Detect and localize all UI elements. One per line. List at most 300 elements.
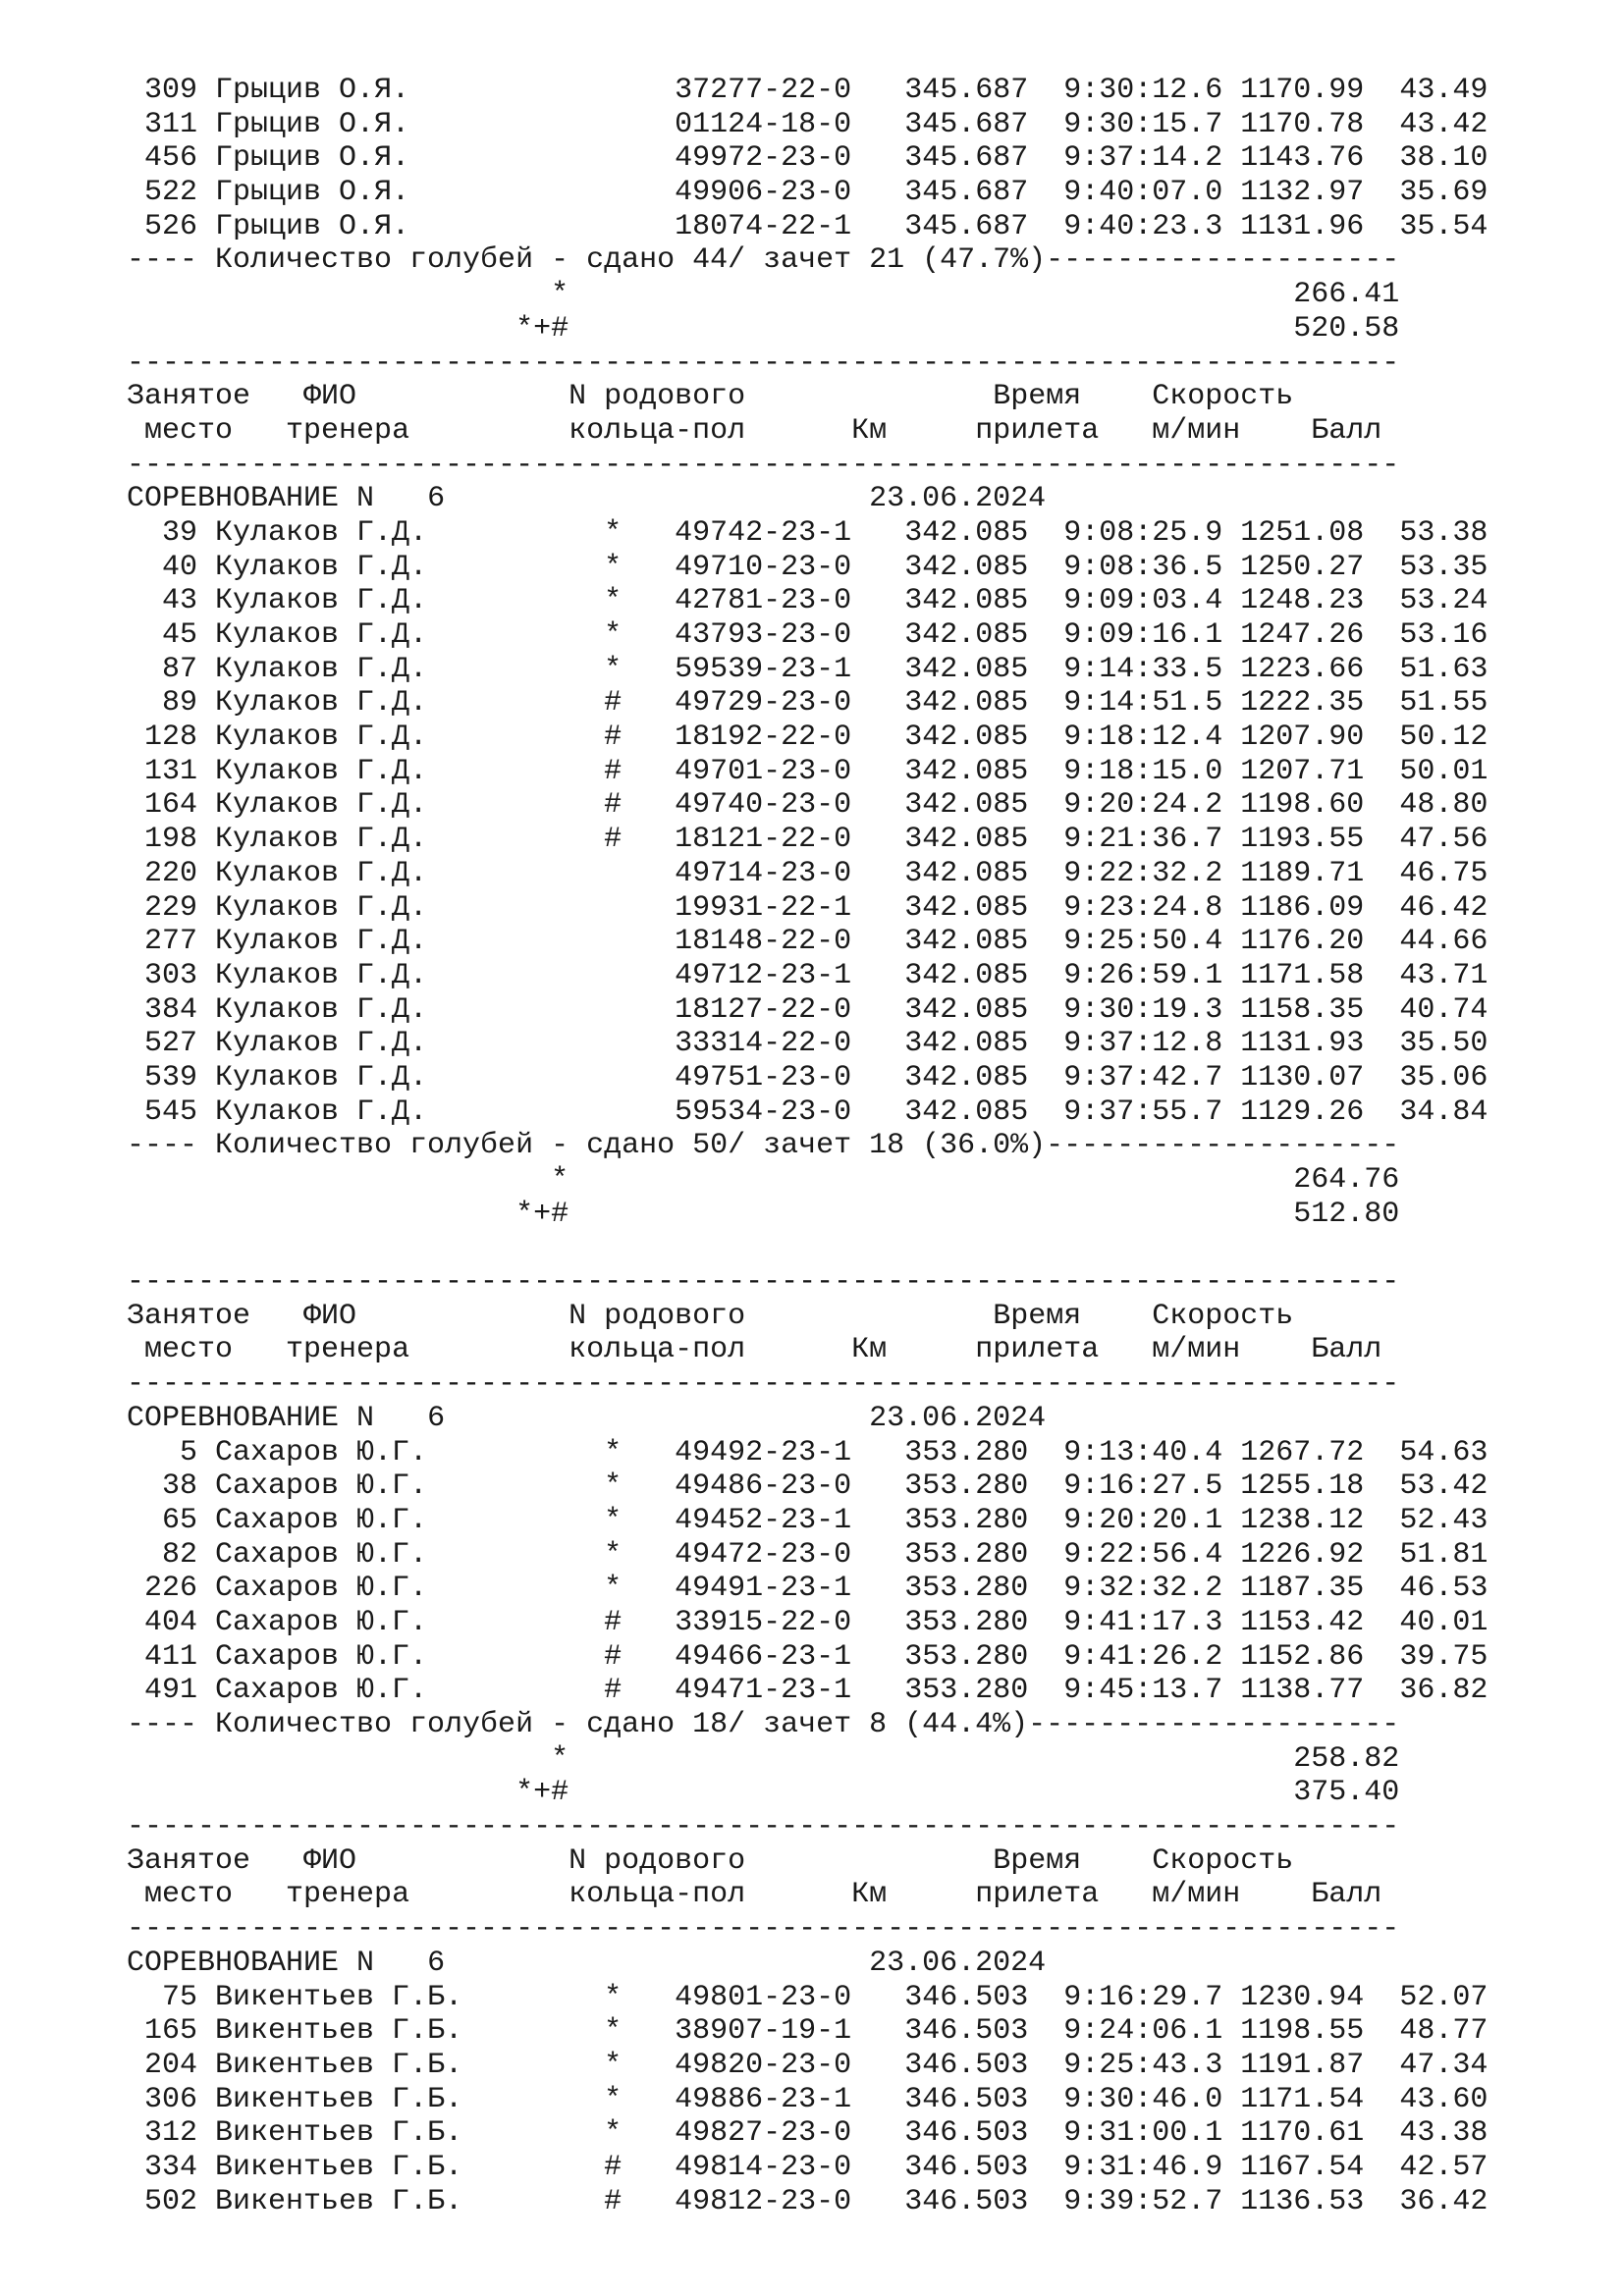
speed-value: 1222.35 [1240,686,1365,721]
speed-value: 1158.35 [1240,992,1365,1027]
distance-km: 342.085 [904,958,1029,992]
speed-value: 1193.55 [1240,823,1365,857]
arrival-time: 9:37:12.8 [1063,1027,1223,1061]
ring-number: 18121-22-0 [675,823,852,857]
result-row [127,1436,1488,1470]
score-value: 48.77 [1381,2014,1489,2049]
col-header-place: Занятое [127,1299,251,1333]
distance-km: 342.085 [904,652,1029,686]
distance-km: 342.085 [904,754,1029,788]
place-number: 539 [127,1060,198,1095]
rule-line [127,1367,1488,1402]
trainer-name: Кулаков Г.Д. [215,550,516,584]
mark-symbol [604,1095,622,1130]
ring-number: 59534-23-0 [675,1095,852,1129]
trainer-name: Кулаков Г.Д. [215,652,516,686]
place-number: 45 [127,618,198,652]
trainer-name: Сахаров Ю.Г. [215,1469,516,1504]
trainer-name: Кулаков Г.Д. [215,686,516,721]
result-row [127,686,1488,721]
comp-line [127,482,1488,516]
mark-symbol: # [604,2184,623,2218]
result-row [127,2185,1488,2219]
score-value: 43.49 [1381,74,1489,107]
mark-symbol [604,857,622,891]
trainer-name: Грыцив О.Я. [215,141,516,176]
ring-number: 19931-22-1 [675,890,852,925]
total-line [127,278,1488,312]
speed-value: 1207.90 [1240,721,1365,755]
score-value: 43.71 [1381,958,1489,992]
mark-symbol: * [604,2082,623,2116]
col-header-speed: Скорость [1152,1843,1294,1878]
mark-symbol: * [604,618,623,652]
distance-km: 342.085 [904,515,1029,550]
rule-line [127,449,1488,483]
trainer-name: Сахаров Ю.Г. [215,1674,516,1708]
distance-km: 342.085 [904,584,1029,618]
ring-number: 59539-23-1 [675,652,852,686]
result-row [127,1538,1488,1573]
arrival-time: 9:37:42.7 [1063,1060,1223,1095]
place-number: 545 [127,1095,198,1129]
score-value: 35.69 [1381,176,1489,210]
distance-km: 342.085 [904,686,1029,721]
col-header-speed-unit: м/мин [1152,1333,1241,1367]
result-row [127,925,1488,959]
speed-value: 1223.66 [1240,652,1365,686]
mark-symbol: # [604,2150,623,2184]
total-label: * [127,278,569,312]
distance-km: 346.503 [904,2048,1029,2082]
total-line [127,1776,1488,1810]
distance-km: 346.503 [904,2150,1029,2184]
comp-line [127,1402,1488,1436]
distance-km: 342.085 [904,992,1029,1027]
place-number: 75 [127,1980,198,2014]
distance-km: 345.687 [904,209,1029,243]
speed-value: 1138.77 [1240,1674,1365,1708]
ring-number: 18127-22-0 [675,992,852,1027]
place-number: 128 [127,721,198,755]
ring-number: 37277-22-0 [675,74,852,107]
arrival-time: 9:40:23.3 [1063,209,1223,243]
score-value: 53.35 [1381,550,1489,584]
score-value: 42.57 [1381,2150,1489,2184]
place-number: 303 [127,958,198,992]
trainer-name: Кулаков Г.Д. [215,856,516,890]
mark-symbol [604,891,622,926]
mark-symbol: * [604,2116,623,2151]
place-number: 306 [127,2082,198,2116]
result-row [127,1640,1488,1675]
divider-rule: ------------------------------------------------------------------------ [127,346,1400,380]
result-row [127,823,1488,857]
speed-value: 1131.96 [1240,209,1365,243]
ring-number: 49827-23-0 [675,2116,852,2151]
col-header-fio: ФИО [303,1843,357,1878]
speed-value: 1207.71 [1240,754,1365,788]
arrival-time: 9:30:12.6 [1063,74,1223,107]
score-value: 43.38 [1381,2116,1489,2151]
col-header-trainer: тренера [286,1878,410,1912]
ring-number: 49466-23-1 [675,1639,852,1674]
result-row [127,516,1488,551]
ring-number: 42781-23-0 [675,584,852,618]
total-label: * [127,1741,569,1776]
result-row [127,1061,1488,1095]
score-value: 44.66 [1381,925,1489,959]
arrival-time: 9:08:36.5 [1063,550,1223,584]
trainer-name: Грыцив О.Я. [215,176,516,210]
speed-value: 1226.92 [1240,1537,1365,1572]
result-row [127,210,1488,244]
mark-symbol: * [604,550,623,584]
ring-number: 18148-22-0 [675,925,852,959]
mark-symbol [604,74,622,108]
summary-line [127,1708,1488,1742]
ring-number: 33915-22-0 [675,1605,852,1639]
arrival-time: 9:20:24.2 [1063,788,1223,823]
total-value: 520.58 [586,311,1400,346]
col-header-place2: место [144,413,234,448]
place-number: 312 [127,2116,198,2151]
arrival-time: 9:18:12.4 [1063,721,1223,755]
place-number: 404 [127,1605,198,1639]
mark-symbol: # [604,788,623,823]
mark-symbol: * [604,515,623,550]
trainer-name: Кулаков Г.Д. [215,925,516,959]
place-number: 277 [127,925,198,959]
trainer-name: Викентьев Г.Б. [215,2014,516,2049]
distance-km: 345.687 [904,74,1029,107]
col-header-ring2: кольца-пол [568,1333,746,1367]
trainer-name: Кулаков Г.Д. [215,890,516,925]
place-number: 229 [127,890,198,925]
distance-km: 353.280 [904,1639,1029,1674]
total-value: 512.80 [586,1197,1400,1231]
result-row [127,176,1488,210]
trainer-name: Сахаров Ю.Г. [215,1572,516,1606]
mark-symbol: # [604,754,623,788]
divider-rule: ------------------------------------------------------------------------ [127,1367,1400,1402]
place-number: 220 [127,856,198,890]
mark-symbol: # [604,1605,623,1639]
speed-value: 1171.58 [1240,958,1365,992]
speed-value: 1143.76 [1240,141,1365,176]
trainer-name: Викентьев Г.Б. [215,1980,516,2014]
score-value: 35.50 [1381,1027,1489,1061]
mark-symbol: # [604,823,623,857]
arrival-time: 9:30:15.7 [1063,107,1223,141]
place-number: 456 [127,141,198,176]
arrival-time: 9:09:16.1 [1063,618,1223,652]
score-value: 50.12 [1381,721,1489,755]
mark-symbol: # [604,1639,623,1674]
score-value: 34.84 [1381,1095,1489,1129]
place-number: 89 [127,686,198,721]
col-header-ring2: кольца-пол [568,413,746,448]
speed-value: 1130.07 [1240,1060,1365,1095]
ring-number: 49701-23-0 [675,754,852,788]
score-value: 47.34 [1381,2048,1489,2082]
distance-km: 353.280 [904,1469,1029,1504]
col-header-ring2: кольца-пол [568,1878,746,1912]
score-value: 51.55 [1381,686,1489,721]
trainer-name: Кулаков Г.Д. [215,958,516,992]
result-row [127,1572,1488,1606]
place-number: 522 [127,176,198,210]
speed-value: 1171.54 [1240,2082,1365,2116]
competition-title: СОРЕВНОВАНИЕ N [127,1946,375,1980]
speed-value: 1132.97 [1240,176,1365,210]
mark-symbol: * [604,1980,623,2014]
place-number: 38 [127,1469,198,1504]
trainer-name: Кулаков Г.Д. [215,515,516,550]
arrival-time: 9:31:46.9 [1063,2150,1223,2184]
mark-symbol: * [604,1435,623,1469]
trainer-name: Сахаров Ю.Г. [215,1435,516,1469]
arrival-time: 9:41:17.3 [1063,1605,1223,1639]
mark-symbol [604,1027,622,1061]
place-number: 334 [127,2150,198,2184]
arrival-time: 9:31:00.1 [1063,2116,1223,2151]
ring-number: 49751-23-0 [675,1060,852,1095]
result-row [127,959,1488,993]
speed-value: 1187.35 [1240,1572,1365,1606]
distance-km: 353.280 [904,1503,1029,1537]
score-value: 47.56 [1381,823,1489,857]
arrival-time: 9:45:13.7 [1063,1674,1223,1708]
ring-number: 49729-23-0 [675,686,852,721]
score-value: 38.10 [1381,141,1489,176]
col-header-place: Занятое [127,1843,251,1878]
ring-number: 49471-23-1 [675,1674,852,1708]
score-value: 53.42 [1381,1469,1489,1504]
result-row [127,1674,1488,1708]
hdr2-line [127,1878,1488,1912]
col-header-score: Балл [1311,413,1382,448]
trainer-name: Кулаков Г.Д. [215,1027,516,1061]
arrival-time: 9:13:40.4 [1063,1435,1223,1469]
trainer-name: Викентьев Г.Б. [215,2184,516,2218]
ring-number: 49814-23-0 [675,2150,852,2184]
hdr1-line [127,1844,1488,1879]
mark-symbol [604,1061,622,1095]
score-value: 51.81 [1381,1537,1489,1572]
total-value: 264.76 [586,1163,1400,1197]
trainer-name: Сахаров Ю.Г. [215,1605,516,1639]
summary-line [127,1129,1488,1163]
competition-date: 23.06.2024 [869,482,1047,516]
total-line [127,312,1488,347]
result-row [127,2049,1488,2083]
score-value: 35.06 [1381,1060,1489,1095]
place-number: 502 [127,2184,198,2218]
mark-symbol: * [604,2014,623,2049]
result-row [127,857,1488,891]
speed-value: 1247.26 [1240,618,1365,652]
col-header-fio: ФИО [303,380,357,414]
mark-symbol: * [604,1469,623,1504]
distance-km: 342.085 [904,550,1029,584]
place-number: 164 [127,788,198,823]
speed-value: 1152.86 [1240,1639,1365,1674]
place-number: 491 [127,1674,198,1708]
ring-number: 49972-23-0 [675,141,852,176]
competition-title: СОРЕВНОВАНИЕ N [127,1401,375,1435]
distance-km: 353.280 [904,1435,1029,1469]
trainer-name: Кулаков Г.Д. [215,823,516,857]
col-header-ring: N родового [568,1299,746,1333]
divider-rule: ------------------------------------------------------------------------ [127,448,1400,482]
col-header-time: Время [993,1299,1082,1333]
result-row [127,2083,1488,2117]
ring-number: 49491-23-1 [675,1572,852,1606]
col-header-ring: N родового [568,380,746,414]
score-value: 43.60 [1381,2082,1489,2116]
col-header-trainer: тренера [286,413,410,448]
speed-value: 1170.61 [1240,2116,1365,2151]
trainer-name: Кулаков Г.Д. [215,1095,516,1129]
mark-symbol: # [604,721,623,755]
col-header-place2: место [144,1878,234,1912]
speed-value: 1189.71 [1240,856,1365,890]
arrival-time: 9:30:46.0 [1063,2082,1223,2116]
place-number: 311 [127,107,198,141]
distance-km: 353.280 [904,1605,1029,1639]
col-header-time: Время [993,380,1082,414]
arrival-time: 9:18:15.0 [1063,754,1223,788]
speed-value: 1250.27 [1240,550,1365,584]
place-number: 198 [127,823,198,857]
comp-line [127,1947,1488,1981]
place-number: 526 [127,209,198,243]
result-row [127,1981,1488,2015]
total-line [127,1163,1488,1198]
arrival-time: 9:14:33.5 [1063,652,1223,686]
mark-symbol [604,176,622,210]
arrival-time: 9:20:20.1 [1063,1503,1223,1537]
mark-symbol [604,925,622,959]
arrival-time: 9:37:55.7 [1063,1095,1223,1129]
ring-number: 01124-18-0 [675,107,852,141]
score-value: 35.54 [1381,209,1489,243]
total-label: *+# [127,1197,569,1231]
score-value: 39.75 [1381,1639,1489,1674]
competition-number: 6 [427,482,446,516]
ring-number: 49906-23-0 [675,176,852,210]
trainer-name: Викентьев Г.Б. [215,2150,516,2184]
score-value: 48.80 [1381,788,1489,823]
col-header-ring: N родового [568,1843,746,1878]
result-row [127,1027,1488,1061]
arrival-time: 9:40:07.0 [1063,176,1223,210]
score-value: 54.63 [1381,1435,1489,1469]
blank-line [127,1231,1488,1265]
speed-value: 1251.08 [1240,515,1365,550]
col-header-fio: ФИО [303,1299,357,1333]
score-value: 46.42 [1381,890,1489,925]
trainer-name: Кулаков Г.Д. [215,754,516,788]
ring-number: 49472-23-0 [675,1537,852,1572]
score-value: 53.38 [1381,515,1489,550]
trainer-name: Кулаков Г.Д. [215,992,516,1027]
speed-value: 1238.12 [1240,1503,1365,1537]
place-number: 204 [127,2048,198,2082]
arrival-time: 9:30:19.3 [1063,992,1223,1027]
arrival-time: 9:08:25.9 [1063,515,1223,550]
score-value: 36.42 [1381,2184,1489,2218]
speed-value: 1170.78 [1240,107,1365,141]
speed-value: 1167.54 [1240,2150,1365,2184]
results-printout [127,74,1488,2218]
rule-line [127,1810,1488,1844]
arrival-time: 9:25:50.4 [1063,925,1223,959]
place-number: 384 [127,992,198,1027]
speed-value: 1136.53 [1240,2184,1365,2218]
ring-number: 49712-23-1 [675,958,852,992]
arrival-time: 9:23:24.8 [1063,890,1223,925]
speed-value: 1198.60 [1240,788,1365,823]
summary-text: ---- Количество голубей - сдано 50/ зачет 18 (36.0%)-------------------- [127,1129,1400,1163]
speed-value: 1153.42 [1240,1605,1365,1639]
ring-number: 49714-23-0 [675,856,852,890]
total-line [127,1742,1488,1777]
mark-symbol: * [604,2048,623,2082]
mark-symbol [604,210,622,244]
distance-km: 346.503 [904,2184,1029,2218]
arrival-time: 9:41:26.2 [1063,1639,1223,1674]
score-value: 46.53 [1381,1572,1489,1606]
ring-number: 49820-23-0 [675,2048,852,2082]
result-row [127,74,1488,108]
col-header-arrival: прилета [975,1333,1100,1367]
arrival-time: 9:16:29.7 [1063,1980,1223,2014]
divider-rule: ------------------------------------------------------------------------ [127,1810,1400,1844]
col-header-km: Км [851,1333,888,1367]
mark-symbol [604,108,622,142]
trainer-name: Кулаков Г.Д. [215,721,516,755]
summary-text: ---- Количество голубей - сдано 18/ зачет 8 (44.4%)--------------------- [127,1708,1400,1741]
distance-km: 342.085 [904,721,1029,755]
score-value: 53.24 [1381,584,1489,618]
arrival-time: 9:22:56.4 [1063,1537,1223,1572]
total-value: 375.40 [586,1776,1400,1810]
hdr1-line [127,1300,1488,1334]
trainer-name: Грыцив О.Я. [215,74,516,107]
score-value: 46.75 [1381,856,1489,890]
trainer-name: Кулаков Г.Д. [215,1060,516,1095]
summary-text: ---- Количество голубей - сдано 44/ зачет 21 (47.7%)-------------------- [127,243,1400,278]
result-row [127,721,1488,755]
total-label: *+# [127,311,569,346]
result-row [127,618,1488,653]
ring-number: 49886-23-1 [675,2082,852,2116]
distance-km: 345.687 [904,141,1029,176]
distance-km: 342.085 [904,823,1029,857]
ring-number: 18192-22-0 [675,721,852,755]
arrival-time: 9:16:27.5 [1063,1469,1223,1504]
result-row [127,755,1488,789]
ring-number: 49492-23-1 [675,1435,852,1469]
mark-symbol: * [604,584,623,618]
arrival-time: 9:25:43.3 [1063,2048,1223,2082]
result-row [127,993,1488,1028]
score-value: 50.01 [1381,754,1489,788]
col-header-speed-unit: м/мин [1152,413,1241,448]
score-value: 53.16 [1381,618,1489,652]
